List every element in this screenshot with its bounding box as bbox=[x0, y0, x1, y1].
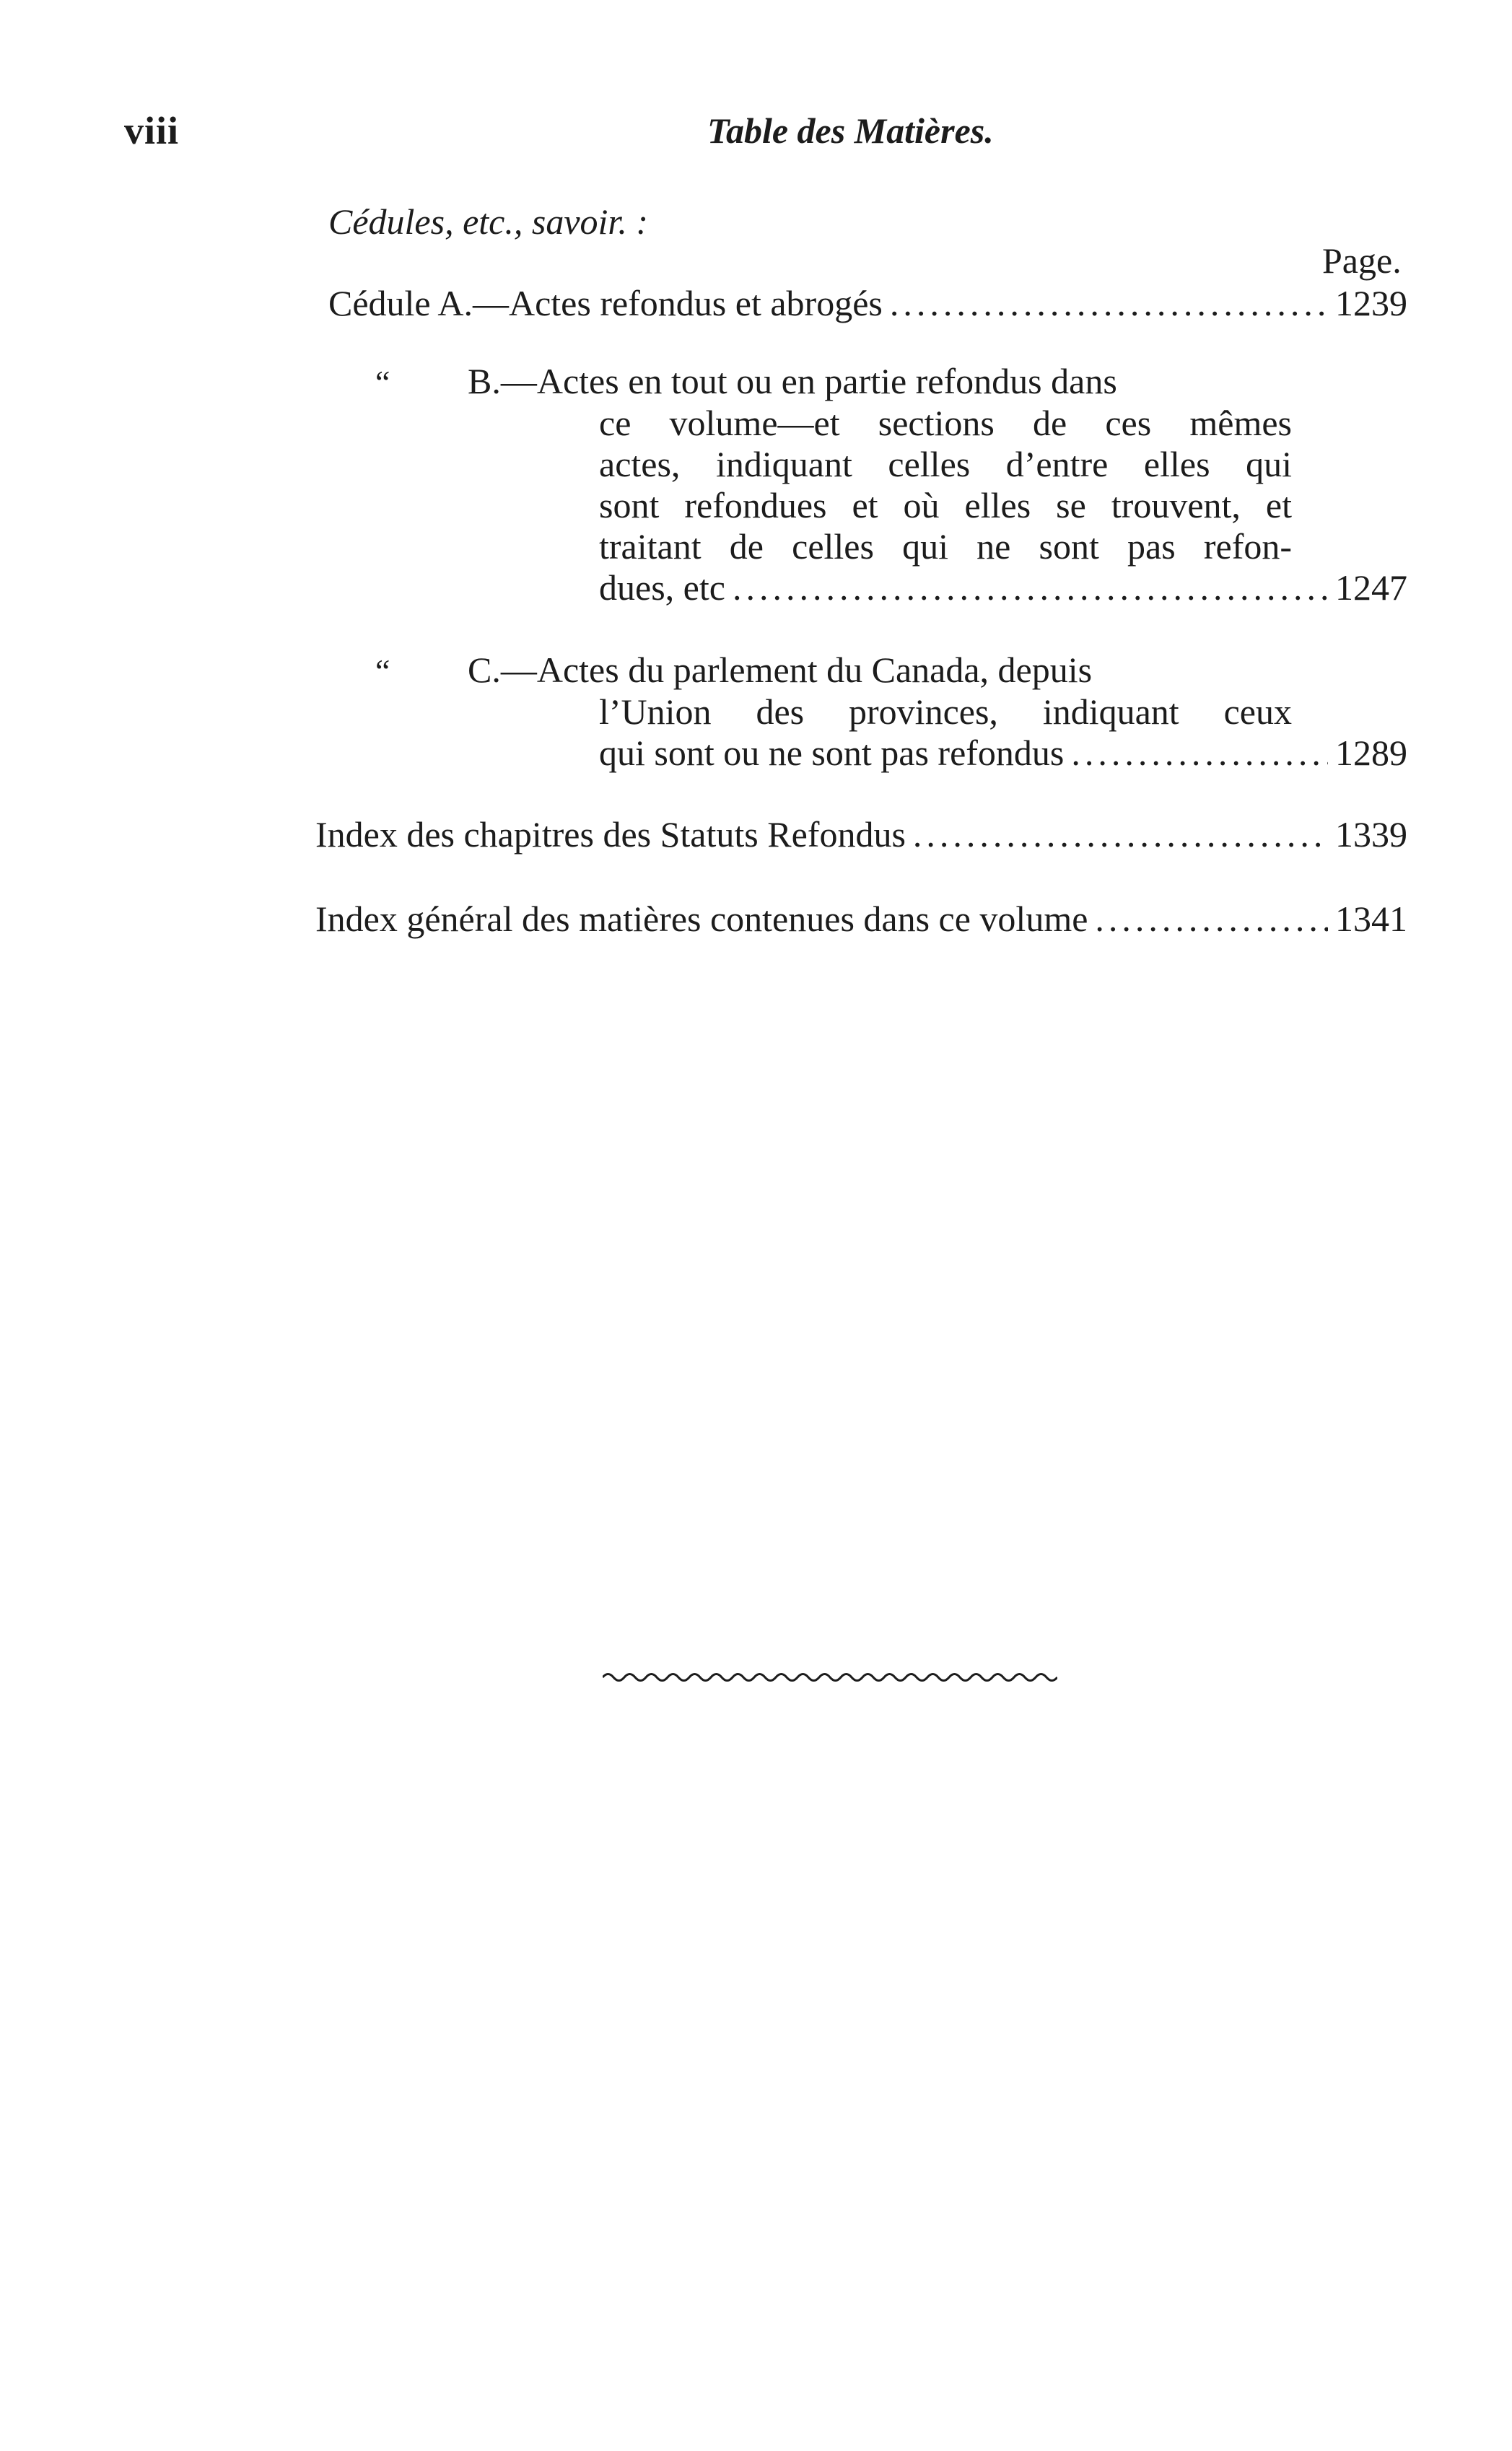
toc-entry-cedule-b bbox=[375, 361, 1407, 608]
toc-entry-page: 1289 bbox=[1335, 733, 1407, 773]
toc-entry-line: C.—Actes du parlement du Canada, depuis bbox=[468, 650, 1093, 690]
ditto-mark: “ bbox=[375, 652, 390, 689]
toc-entry-line: traitant de celles qui ne sont pas refon- bbox=[599, 526, 1292, 567]
dot-leader bbox=[913, 814, 1328, 855]
toc-entry-line: ce volume—et sections de ces mêmes bbox=[599, 403, 1292, 443]
toc-entry-line: actes, indiquant celles d’entre elles qui bbox=[599, 444, 1292, 484]
toc-entry-line: dues, etc bbox=[599, 567, 725, 608]
ditto-mark: “ bbox=[375, 364, 390, 401]
page-column-label: Page. bbox=[1322, 240, 1402, 281]
toc-entry-line: qui sont ou ne sont pas refondus bbox=[599, 733, 1065, 773]
toc-entry-page: 1339 bbox=[1335, 814, 1407, 855]
toc-entry-cedule-a bbox=[328, 283, 1407, 324]
page-folio: viii bbox=[124, 109, 180, 152]
toc-entry-page: 1247 bbox=[1335, 567, 1407, 608]
toc-entry-label: Index général des matières contenues dans ce volume bbox=[315, 899, 1088, 939]
toc-entry-label: Index des chapitres des Statuts Refondus bbox=[315, 814, 906, 855]
toc-entry-line: l’Union des provinces, indiquant ceux bbox=[599, 691, 1292, 732]
toc-entry-page: 1239 bbox=[1335, 283, 1407, 323]
wavy-divider bbox=[603, 1669, 1057, 1686]
toc-entry-line: B.—Actes en tout ou en partie refondus dans bbox=[468, 361, 1117, 401]
toc-entry-line: sont refondues et où elles se trouvent, et bbox=[599, 485, 1292, 525]
toc-entry-page: 1341 bbox=[1335, 899, 1407, 939]
dot-leader bbox=[1095, 899, 1328, 940]
toc-entry-index-chapitres bbox=[315, 814, 1407, 855]
running-title: Table des Matières. bbox=[707, 110, 994, 151]
section-heading: Cédules, etc., savoir. : bbox=[328, 201, 648, 242]
toc-entry-cedule-c bbox=[375, 650, 1407, 774]
dot-leader bbox=[1071, 733, 1328, 774]
dot-leader bbox=[733, 567, 1328, 608]
dot-leader bbox=[890, 283, 1328, 324]
toc-entry-label: Cédule A.—Actes refondus et abrogés bbox=[328, 283, 883, 323]
toc-entry-index-general bbox=[315, 899, 1407, 940]
